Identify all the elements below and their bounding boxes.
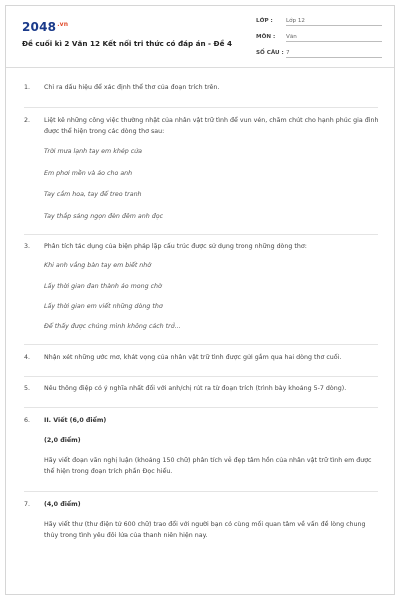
verse-line: Trời mưa lạnh tay em khép cửa <box>44 148 143 155</box>
verse-line: Để thấy được chúng mình không cách trở... <box>44 323 181 330</box>
question-6-body <box>24 456 379 477</box>
divider <box>24 491 378 492</box>
question-4 <box>24 353 379 364</box>
question-number: 6. <box>24 417 31 424</box>
question-text: Nhận xét những ước mơ, khát vọng của nhân vật trữ tình được gửi gắm qua hai dòng thơ cuối. <box>44 354 342 361</box>
doc-title: Đề cuối kì 2 Văn 12 Kết nối tri thức có đáp án - Đề 4 <box>22 39 232 48</box>
question-number: 2. <box>24 117 31 124</box>
meta-count-value: 7 <box>286 50 382 58</box>
meta-class-value: Lớp 12 <box>286 18 382 26</box>
question-2 <box>24 116 379 137</box>
question-6-points <box>24 436 379 447</box>
verse-line: Tay thắp sáng ngọn đèn đêm anh đọc <box>44 213 164 220</box>
question-text: Hãy viết đoạn văn nghị luận (khoảng 150 chữ) phân tích vẻ đẹp tâm hồn của nhân vật trữ tình em được thể hiện trong đoạn trích phần Đọc hiểu. <box>44 457 372 475</box>
question-5 <box>24 384 379 395</box>
question-6 <box>24 416 379 427</box>
question-text: Hãy viết thư (thư điện tử 600 chữ) trao đổi với người bạn có cùng mối quan tâm về vấn đề lòng chung thủy trong tình yêu đôi lứa của thanh niên hiện nay. <box>44 521 366 539</box>
question-text: Chỉ ra dấu hiệu để xác định thể thơ của đoạn trích trên. <box>44 84 220 91</box>
question-7-body <box>24 520 379 541</box>
question-7 <box>24 500 379 511</box>
site-logo[interactable] <box>22 20 68 34</box>
section-heading: II. Viết (6,0 điểm) <box>44 417 107 424</box>
divider <box>24 344 378 345</box>
verse-line: Tay cắm hoa, tay để treo tranh <box>44 191 142 198</box>
logo-main: 2048 <box>22 20 57 34</box>
meta-class-key: LỚP : <box>256 18 273 24</box>
verse-line: Em phơi mền và áo cho anh <box>44 170 133 177</box>
points-label: (4,0 điểm) <box>44 501 81 508</box>
question-number: 5. <box>24 385 31 392</box>
question-number: 1. <box>24 84 31 91</box>
meta-subject-value: Văn <box>286 34 382 42</box>
logo-suffix: .vn <box>57 21 69 28</box>
meta-count-key: SỐ CÂU : <box>256 50 284 56</box>
question-number: 4. <box>24 354 31 361</box>
verse-line: Khi anh vắng bàn tay em biết nhớ <box>44 262 152 269</box>
points-label: (2,0 điểm) <box>44 437 81 444</box>
question-text: Phân tích tác dụng của biện pháp lặp cấu trúc được sử dụng trong những dòng thơ: <box>44 243 307 250</box>
divider <box>24 107 378 108</box>
verse-line: Lấy thời gian đan thành áo mong chờ <box>44 283 162 290</box>
verse-line: Lấy thời gian em viết những dòng thơ <box>44 303 163 310</box>
exam-header <box>6 6 394 68</box>
question-3 <box>24 242 379 253</box>
exam-page <box>5 5 395 595</box>
meta-subject-key: MÔN : <box>256 34 276 40</box>
question-1 <box>24 83 379 94</box>
question-number: 3. <box>24 243 31 250</box>
question-text: Liệt kê những công việc thường nhật của nhân vật trữ tình để vun vén, chăm chút cho hạnh phúc gia đình được thể hiện trong các dòng thơ sau: <box>44 117 379 135</box>
divider <box>24 376 378 377</box>
question-number: 7. <box>24 501 31 508</box>
question-text: Nêu thông điệp có ý nghĩa nhất đối với anh/chị rút ra từ đoạn trích (trình bày khoảng 5-7 dòng). <box>44 385 347 392</box>
divider <box>24 234 378 235</box>
divider <box>24 407 378 408</box>
